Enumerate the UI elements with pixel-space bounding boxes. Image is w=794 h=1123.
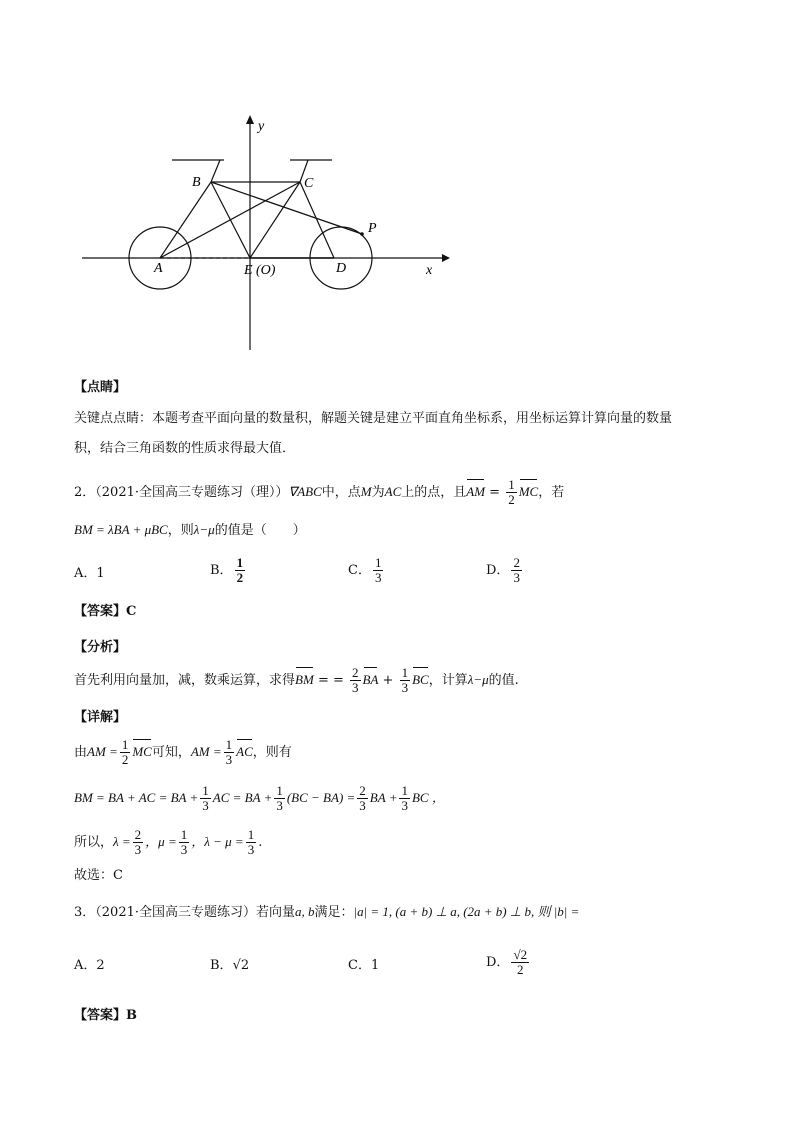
q2-xiangjie-line3: 所以，λ = $\frac{2}{3}$ ，μ = $\frac{1}{3}$ ，λ − μ = $\frac{1}{3}$ . (74, 827, 263, 857)
q2-option-c: C． $\frac{1}{3}$ (348, 555, 382, 585)
q2-vector-equation: BM = λBA + μBC (74, 522, 168, 537)
q2-option-d: D． $\frac{2}{3}$ (486, 555, 520, 585)
q2-stem-line1: 2．（2021·全国高三专题练习（理））∇ABC中，点M为AC上的点，且AM = $\frac{1}{2}$ MC，若 (74, 477, 565, 507)
label-y: y (258, 119, 265, 134)
label-x: x (426, 263, 433, 278)
label-p: P (368, 221, 377, 236)
q3-option-d: D． $\frac{√2}{2}$ (486, 947, 528, 977)
q2-xiangjie-line2: BM = BA + AC = BA + $\frac{1}{3}$ AC = BA + $\frac{1}{3}$ (BC − BA) = $\frac{2}{3}$ BA + $\frac{1}{3}$ BC ， (74, 783, 445, 813)
q2-xiangjie-line1: 由AM = $\frac{1}{2}$ MC可知，AM = $\frac{1}{3}$ AC，则有 (74, 737, 292, 767)
q3-stem: 3．（2021·全国高三专题练习）若向量a, b满足：|a| = 1, (a + b) ⊥ a, (2a + b) ⊥ b, 则 |b| = (74, 904, 580, 920)
bicycle-coordinate-figure (70, 110, 460, 360)
q3-option-a: A．2 (74, 958, 105, 973)
q3-answer: 【答案】B (74, 1008, 137, 1023)
q2-option-a: A．1 (74, 566, 105, 581)
dianjing-line2: 积，结合三角函数的性质求得最大值． (74, 441, 296, 456)
dianjing-line1: 关键点点睛：本题考查平面向量的数量积，解题关键是建立平面直角坐标系，用坐标运算计算向量的数量 (74, 411, 673, 426)
dianjing-heading: 【点睛】 (74, 380, 127, 395)
label-c: C (304, 176, 314, 191)
q2-choose: 故选：C (74, 868, 123, 883)
q2-answer: 【答案】C (74, 604, 137, 619)
q3-option-c: C．1 (348, 958, 380, 973)
label-o: (O) (256, 263, 276, 278)
label-e: E (244, 263, 253, 278)
label-d: D (336, 261, 347, 276)
q3-option-b: B．√2 (210, 958, 250, 973)
q2-option-b: B． $\frac{1}{2}$ (210, 555, 244, 585)
q2-fenxi-text: 首先利用向量加，减，数乘运算，求得BM = = $\frac{2}{3}$ BA + $\frac{1}{3}$ BC，计算λ−μ的值. (74, 665, 519, 695)
q3-condition: |a| = 1, (a + b) ⊥ a, (2a + b) ⊥ b, 则 |b| = (353, 904, 580, 919)
label-a: A (154, 261, 163, 276)
q2-fenxi-heading: 【分析】 (74, 640, 127, 655)
q2-xiangjie-heading: 【详解】 (74, 710, 127, 725)
label-b: B (192, 175, 201, 190)
q2-stem-line2: BM = λBA + μBC，则λ−μ的值是（ ） (74, 522, 306, 538)
